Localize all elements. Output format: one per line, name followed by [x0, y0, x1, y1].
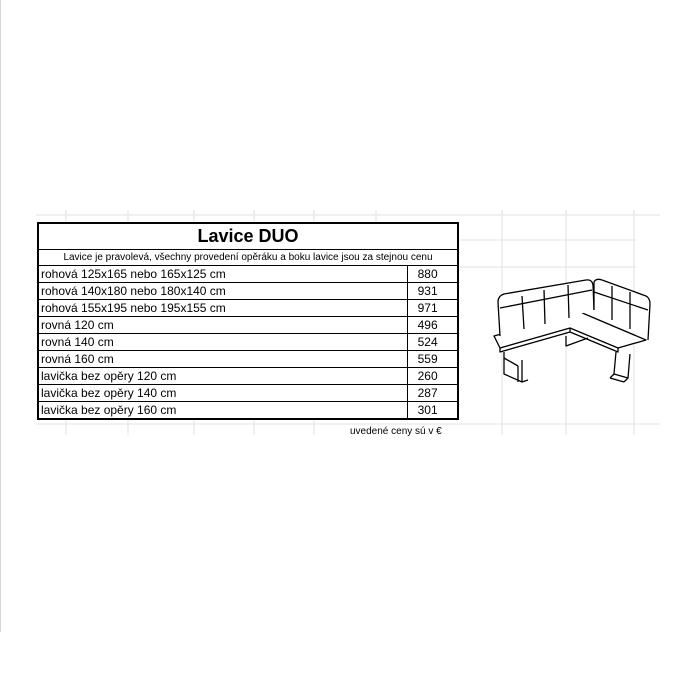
row-price: 496	[407, 317, 458, 334]
row-name: rovná 160 cm	[38, 351, 407, 368]
table-row	[38, 317, 458, 334]
row-name: rohová 140x180 nebo 180x140 cm	[38, 283, 407, 300]
row-price: 260	[407, 368, 458, 385]
row-name: rovná 140 cm	[38, 334, 407, 351]
row-price: 971	[407, 300, 458, 317]
table-row	[38, 266, 458, 283]
table-row	[38, 368, 458, 385]
row-name: rovná 120 cm	[38, 317, 407, 334]
currency-note: uvedené ceny sú v €	[350, 426, 442, 437]
table-row	[38, 283, 458, 300]
price-table	[37, 222, 459, 420]
row-price: 559	[407, 351, 458, 368]
title-row	[38, 223, 458, 250]
table-row	[38, 385, 458, 402]
row-name: lavička bez opěry 160 cm	[38, 402, 407, 420]
page-left-edge	[0, 0, 1, 632]
row-name: lavička bez opěry 120 cm	[38, 368, 407, 385]
row-price: 931	[407, 283, 458, 300]
row-price: 880	[407, 266, 458, 283]
table-row	[38, 334, 458, 351]
row-price: 287	[407, 385, 458, 402]
row-name: rohová 125x165 nebo 165x125 cm	[38, 266, 407, 283]
table-row	[38, 351, 458, 368]
table-title: Lavice DUO	[38, 223, 458, 250]
table-note: Lavice je pravolevá, všechny provedení opěráku a boku lavice jsou za stejnou cenu	[38, 250, 458, 266]
table-row	[38, 300, 458, 317]
row-name: lavička bez opěry 140 cm	[38, 385, 407, 402]
row-name: rohová 155x195 nebo 195x155 cm	[38, 300, 407, 317]
table-row	[38, 402, 458, 420]
row-price: 301	[407, 402, 458, 420]
note-row	[38, 250, 458, 266]
corner-bench-illustration	[488, 274, 658, 389]
row-price: 524	[407, 334, 458, 351]
